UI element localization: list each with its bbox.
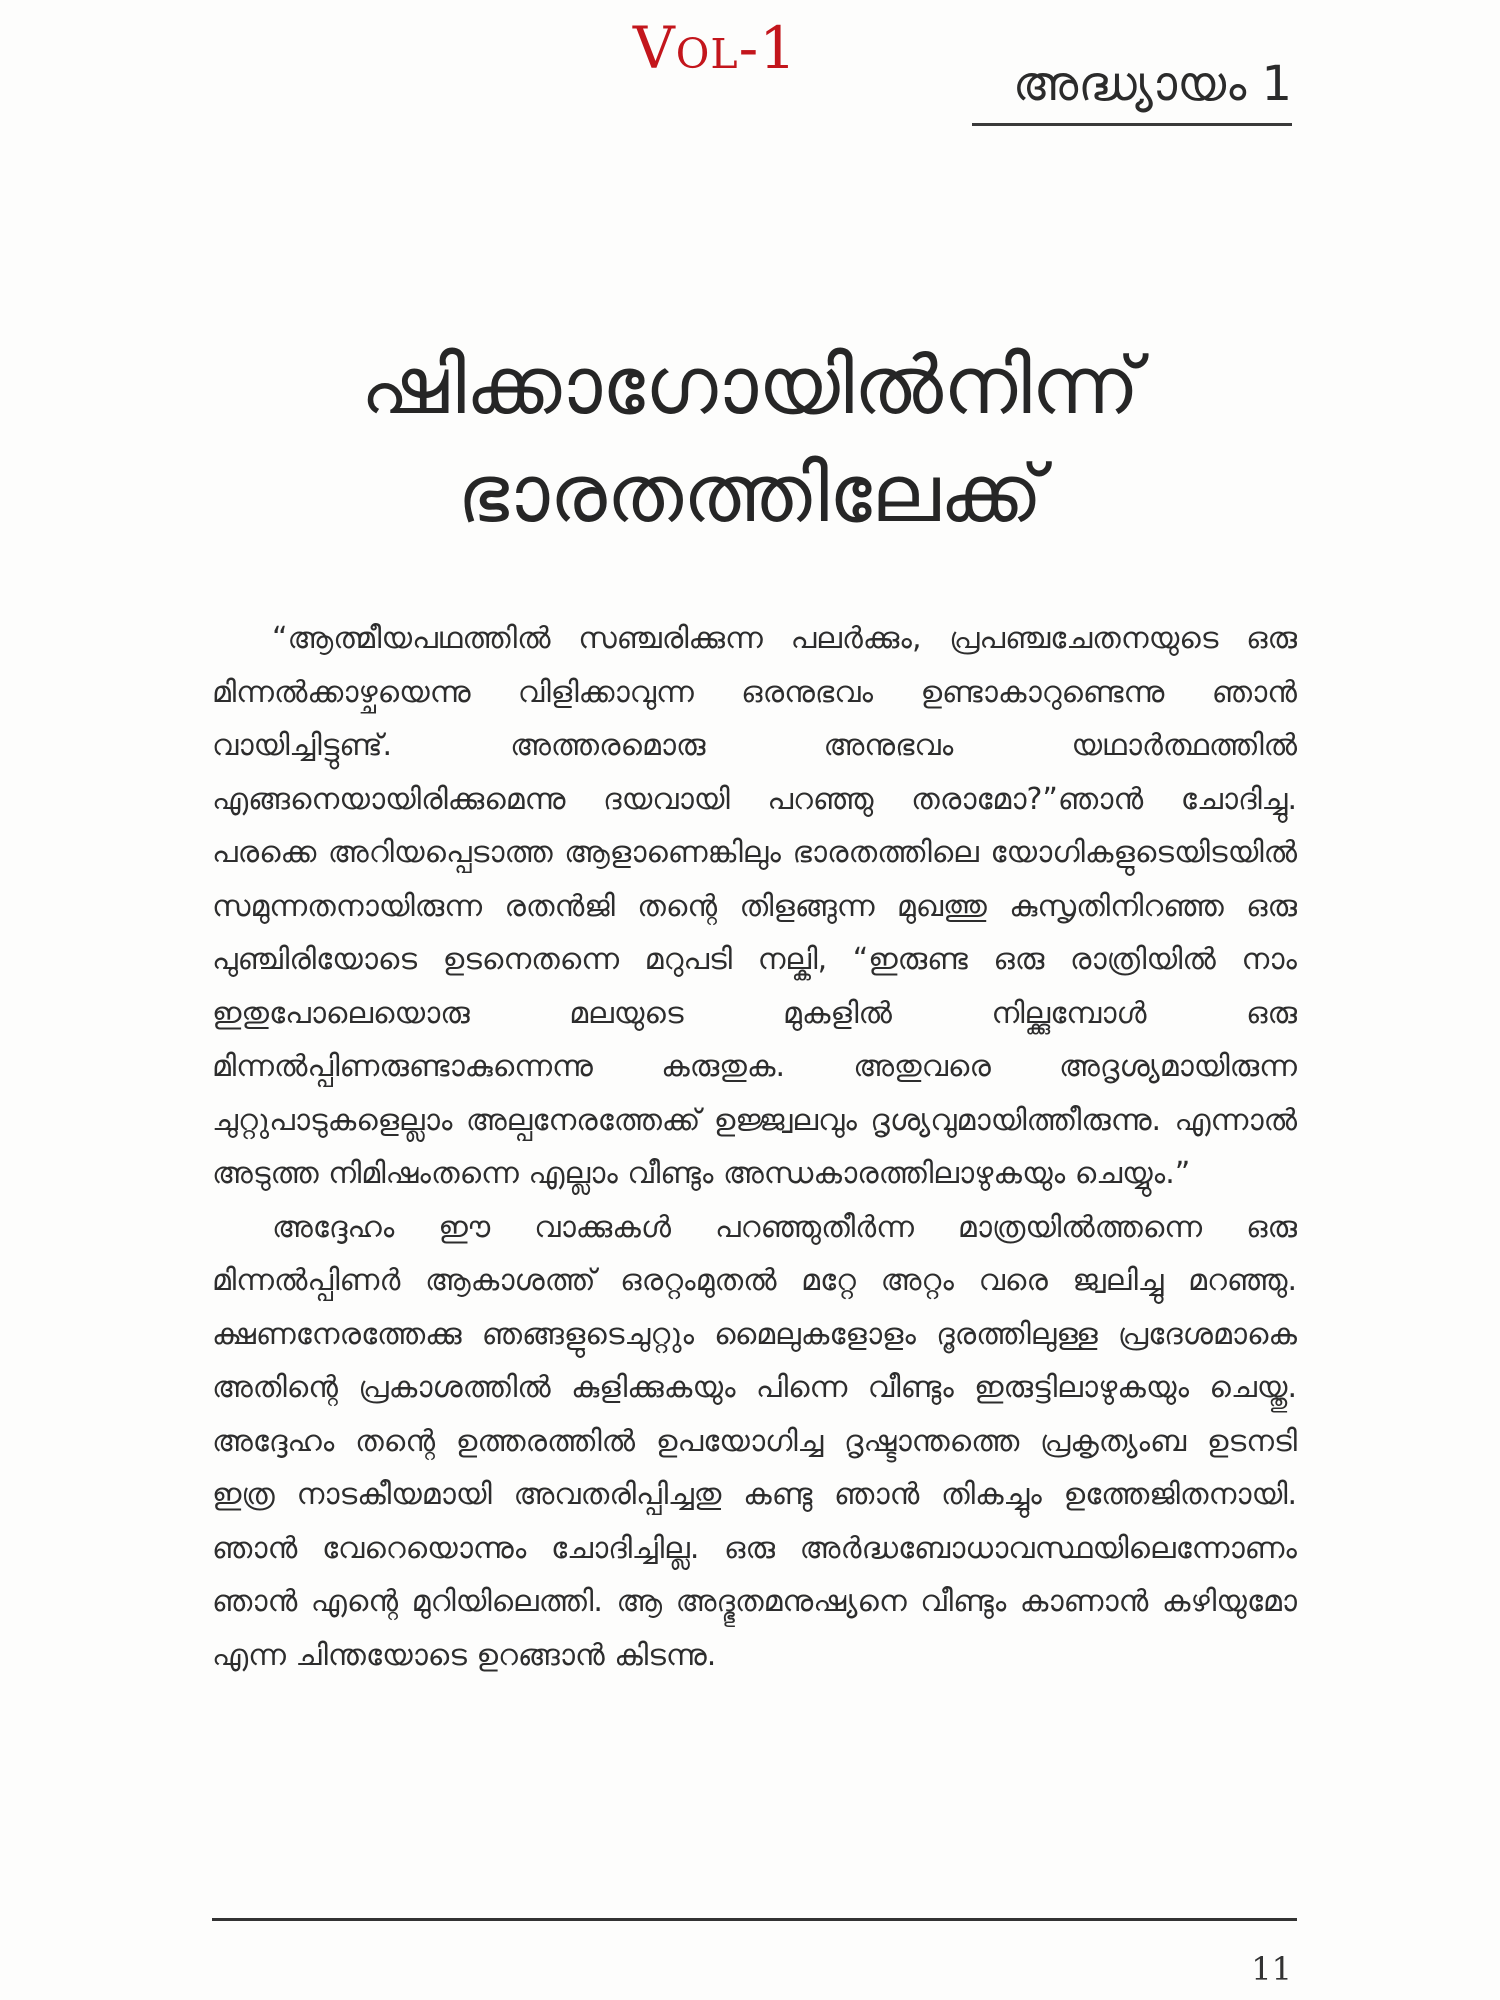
chapter-heading: അദ്ധ്യായം 1 bbox=[972, 56, 1292, 126]
volume-label: Vol-1 bbox=[632, 14, 798, 82]
chapter-title-line-2: ഭാരതത്തിലേക്ക് bbox=[457, 446, 1043, 540]
footer-divider bbox=[212, 1918, 1297, 1921]
body-text bbox=[212, 612, 1297, 1682]
chapter-title-line-1: ഷിക്കാഗോയിൽനിന്ന് bbox=[360, 338, 1140, 432]
page-number: 11 bbox=[1251, 1950, 1292, 1988]
paragraph-2: അദ്ദേഹം ഈ വാക്കുകൾ പറഞ്ഞുതീർന്ന മാത്രയിൽത്തന്നെ ഒരു മിന്നൽപ്പിണർ ആകാശത്ത് ഒരറ്റംമുതൽ മറ്റേ അറ്റം വരെ ജ്വലിച്ചു മറഞ്ഞു. ക്ഷണനേരത്തേക്കു ഞങ്ങളുടെചുറ്റും മൈലുകളോളം ദൂരത്തിലുള്ള പ്രദേശമാകെ അതിന്റെ പ്രകാശത്തിൽ കുളിക്കുകയും പിന്നെ വീണ്ടും ഇരുട്ടിലാഴുകയും ചെയ്തു. അദ്ദേഹം തന്റെ ഉത്തരത്തിൽ ഉപയോഗിച്ച ദൃഷ്ടാന്തത്തെ പ്രകൃത്യംബ ഉടനടി ഇത്ര നാടകീയമായി അവതരിപ്പിച്ചതു കണ്ടു ഞാൻ തികച്ചും ഉത്തേജിതനായി. ഞാൻ വേറെയൊന്നും ചോദിച്ചില്ല. ഒരു അർദ്ധബോധാവസ്ഥയിലെന്നോണം ഞാൻ എന്റെ മുറിയിലെത്തി. ആ അദ്ഭുതമനുഷ്യനെ വീണ്ടും കാണാൻ കഴിയുമോ എന്ന ചിന്തയോടെ ഉറങ്ങാൻ കിടന്നു. bbox=[212, 1209, 1297, 1673]
chapter-title bbox=[0, 332, 1500, 548]
paragraph-1: “ആത്മീയപഥത്തിൽ സഞ്ചരിക്കുന്ന പലർക്കും, പ്രപഞ്ചചേതനയുടെ ഒരു മിന്നൽക്കാഴ്ചയെന്നു വിളിക്കാവുന്ന ഒരനുഭവം ഉണ്ടാകാറുണ്ടെന്നു ഞാൻ വായിച്ചിട്ടുണ്ട്. അത്തരമൊരു അനുഭവം യഥാർത്ഥത്തിൽ എങ്ങനെയായിരിക്കുമെന്നു ദയവായി പറഞ്ഞു തരാമോ?”ഞാൻ ചോദിച്ചു. പരക്കെ അറിയപ്പെടാത്ത ആളാണെങ്കിലും ഭാരതത്തിലെ യോഗികളുടെയിടയിൽ സമുന്നതനായിരുന്ന രതൻജി തന്റെ തിളങ്ങുന്ന മുഖത്തു കുസൃതിനിറഞ്ഞ ഒരു പുഞ്ചിരിയോടെ ഉടനെതന്നെ മറുപടി നല്കി, “ഇരുണ്ട ഒരു രാത്രിയിൽ നാം ഇതുപോലെയൊരു മലയുടെ മുകളിൽ നില്ക്കുമ്പോൾ ഒരു മിന്നൽപ്പിണരുണ്ടാകുന്നെന്നു കരുതുക. അതുവരെ അദൃശ്യമായിരുന്ന ചുറ്റുപാടുകളെല്ലാം അല്പനേരത്തേക്ക് ഉജ്ജ്വലവും ദൃശ്യവുമായിത്തീരുന്നു. എന്നാൽ അടുത്ത നിമിഷംതന്നെ എല്ലാം വീണ്ടും അന്ധകാരത്തിലാഴുകയും ചെയ്യും.” bbox=[212, 621, 1297, 1191]
